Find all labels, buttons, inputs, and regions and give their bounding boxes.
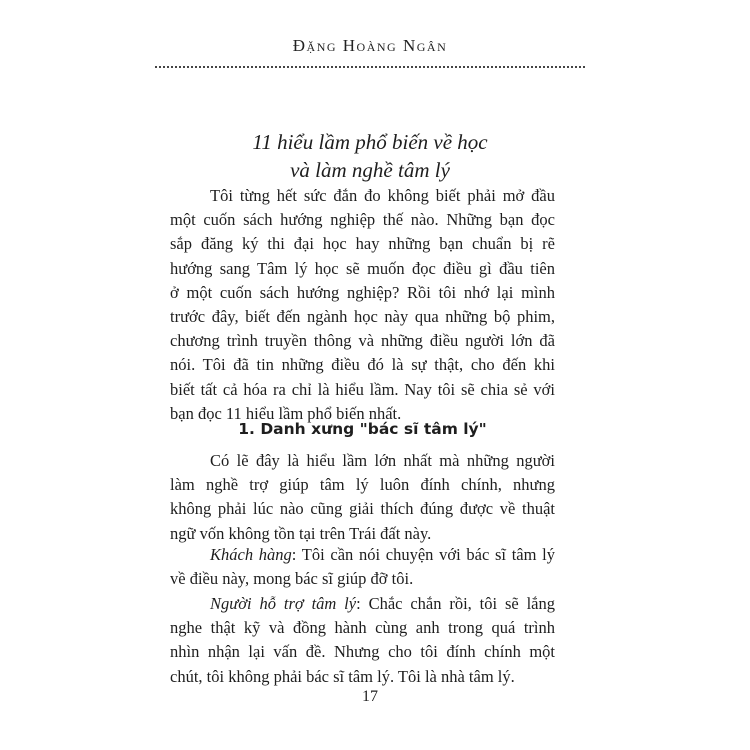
helper-label: Người hỗ trợ tâm lý xyxy=(210,594,357,613)
client-dialogue xyxy=(170,543,555,591)
client-line-1-text: : Tôi cần nói chuyện với bác sĩ tâm lý xyxy=(291,545,555,564)
intro-line-8: nói. Tôi đã tin những điều đó là sự thật, cho đến khi xyxy=(170,355,555,375)
intro-line-7: chương trình truyền thông và những điều người lớn đã xyxy=(170,331,555,351)
client-line-2: về điều này, mong bác sĩ giúp đỡ tôi. xyxy=(170,569,414,589)
helper-line-1 xyxy=(170,592,555,616)
helper-dialogue-text xyxy=(170,592,555,689)
intro-line-1: Tôi từng hết sức đắn đo không biết phải mở đầu xyxy=(210,186,555,205)
chapter-title-line-2: và làm nghề tâm lý xyxy=(290,158,450,182)
section-line-4: ngữ vốn không tồn tại trên Trái đất này. xyxy=(170,523,432,543)
section-line-2: làm nghề trợ giúp tâm lý luôn đính chính, nhưng xyxy=(170,475,555,495)
running-head-author: Đặng Hoàng Ngân xyxy=(292,36,448,55)
client-line-1 xyxy=(170,543,555,567)
helper-line-2: nghe thật kỹ và đồng hành cùng anh trong quá trình xyxy=(170,618,555,638)
chapter-title-line-1: 11 hiểu lầm phổ biến về học xyxy=(252,130,488,154)
intro-paragraph-text xyxy=(170,184,555,426)
page-number: 17 xyxy=(362,688,378,705)
section-paragraph xyxy=(170,449,555,546)
helper-dialogue xyxy=(170,592,555,689)
section-paragraph-text xyxy=(170,449,555,546)
intro-paragraph xyxy=(170,184,555,426)
helper-line-3: nhìn nhận lại vấn đề. Nhưng cho tôi đính chính một xyxy=(170,642,555,662)
intro-line-5: ở một cuốn sách hướng nghiệp? Rồi tôi nhớ lại mình xyxy=(170,282,555,302)
intro-line-2: một cuốn sách hướng nghiệp thế nào. Những bạn đọc xyxy=(170,210,555,230)
helper-line-4: chút, tôi không phải bác sĩ tâm lý. Tôi là nhà tâm lý. xyxy=(170,666,515,686)
intro-line-4: hướng sang Tâm lý học sẽ muốn đọc điều gì đầu tiên xyxy=(170,258,555,278)
chapter-title xyxy=(160,128,580,184)
helper-line-1-text: : Chắc chắn rồi, tôi sẽ lắng xyxy=(356,594,555,613)
intro-line-9: biết tất cả hóa ra chỉ là hiểu lầm. Nay tôi sẽ chia sẻ với xyxy=(170,379,555,399)
client-label: Khách hàng xyxy=(210,545,292,564)
section-line-1: Có lẽ đây là hiểu lầm lớn nhất mà những người xyxy=(210,451,555,470)
intro-line-6: trước đây, biết đến ngành học này qua những bộ phim, xyxy=(170,307,555,327)
client-dialogue-text xyxy=(170,543,555,591)
dotted-header-rule xyxy=(155,66,585,68)
section-heading: 1. Danh xưng "bác sĩ tâm lý" xyxy=(238,420,487,438)
intro-line-10: bạn đọc 11 hiểu lầm phổ biến nhất. xyxy=(170,403,402,423)
section-line-3: không phải lúc nào cũng giải thích đúng được về thuật xyxy=(170,499,555,519)
intro-line-3: sắp đăng ký thi đại học hay những bạn chuẩn bị rẽ xyxy=(170,234,555,254)
